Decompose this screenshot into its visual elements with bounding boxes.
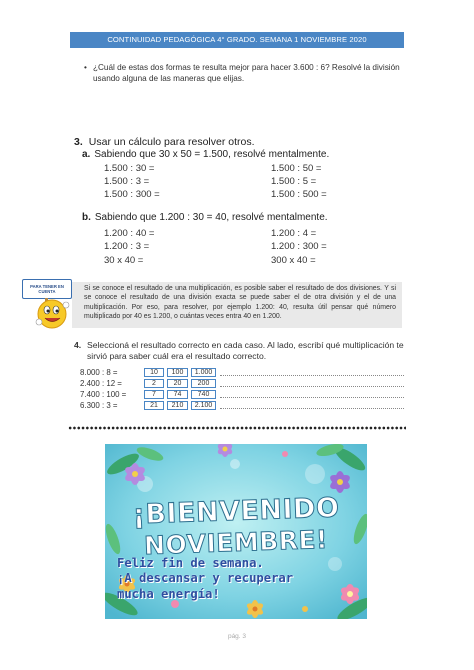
tip-note: Si se conoce el resultado de una multiplicación, es posible saber el resultado de dos divisiones. Y si se conoce el resultado de una división exacta se puede saber el de otra división y el de una multiplicación. Por eso, para resolver, por ejemplo 1.200: 40, resulta útil pensar qué número multiplicado por 40 es 1.200, o cuántas veces entra 40 en 1.200. [72,282,402,328]
equation: 1.500 : 5 = [271,176,317,187]
answer-option[interactable]: 2 [144,379,164,388]
equation: 1.200 : 3 = [104,241,150,252]
banner-message-line2: ¡A descansar y recuperar [117,571,294,585]
answer-option[interactable]: 2.100 [191,401,216,410]
answer-option[interactable]: 210 [167,401,188,410]
banner-message-line3: mucha energía! [117,587,220,601]
section-3b-prompt [82,212,328,223]
equation: 1.200 : 300 = [271,241,327,252]
page-number: pág. 3 [227,633,247,640]
equation: 30 x 40 = [104,255,144,266]
exercise-label: 8.000 : 8 = [80,368,118,377]
banner-title-line1: ¡BIENVENIDO [132,492,340,531]
answer-line[interactable] [220,386,404,387]
question-text: ¿Cuál de estas dos formas te resulta mejor para hacer 3.600 : 6? Resolvé la división usando alguna de las maneras que elijas. [93,63,400,83]
exercise-label: 7.400 : 100 = [80,390,127,399]
answer-option[interactable]: 1.000 [191,368,216,377]
equation: 1.500 : 30 = [104,163,155,174]
equation: 1.500 : 3 = [104,176,150,187]
answer-option[interactable]: 20 [167,379,188,388]
section-3-heading: Usar un cálculo para resolver otros. [88,136,255,148]
banner-title-line2: NOVIEMBRE! [143,524,329,561]
equation: 1.500 : 50 = [271,163,322,174]
section-3a-text: Sabiendo que 30 x 50 = 1.500, resolvé mentalmente. [94,149,330,160]
exercise-row [80,390,404,400]
page-header: CONTINUIDAD PEDAGÓGICA 4° GRADO. SEMANA 1 NOVIEMBRE 2020 [70,32,404,48]
answer-option[interactable]: 10 [144,368,164,377]
welcome-banner [105,444,367,619]
section-3a-prompt [82,149,329,160]
answer-line[interactable] [220,397,404,398]
exercise-row [80,401,404,411]
answer-option[interactable]: 100 [167,368,188,377]
equation: 1.500 : 300 = [104,189,160,200]
tip-sign: PARA TENER EN CUENTA [22,279,72,299]
answer-line[interactable] [220,408,404,409]
smiley-mascot-icon [34,296,70,330]
answer-option[interactable]: 7 [144,390,164,399]
section-3a-letter: a. [82,149,91,160]
answer-option[interactable]: 200 [191,379,216,388]
dotted-separator [68,426,406,430]
section-3b-letter: b. [82,212,91,223]
section-3-number: 3. [74,136,83,148]
section-3-title [74,136,255,148]
equation: 1.200 : 40 = [104,228,155,239]
equation: 300 x 40 = [271,255,316,266]
answer-option[interactable]: 21 [144,401,164,410]
equation: 1.200 : 4 = [271,228,317,239]
section-4-instructions [74,340,404,362]
answer-option[interactable]: 740 [191,390,216,399]
section-4-number: 4. [74,340,82,350]
banner-message-line1: Feliz fin de semana. [117,556,264,570]
exercise-label: 2.400 : 12 = [80,379,122,388]
question-bullet [84,62,404,84]
exercise-label: 6.300 : 3 = [80,401,118,410]
answer-line[interactable] [220,375,404,376]
exercise-row [80,379,404,389]
answer-option[interactable]: 74 [167,390,188,399]
bullet-marker: • [84,63,87,72]
equation: 1.500 : 500 = [271,189,327,200]
exercise-row [80,368,404,378]
section-3b-text: Sabiendo que 1.200 : 30 = 40, resolvé mentalmente. [94,212,328,223]
section-4-text: Seleccioná el resultado correcto en cada caso. Al lado, escribí qué multiplicación te sirvió para saber cuál era el resultado correcto. [87,340,404,361]
